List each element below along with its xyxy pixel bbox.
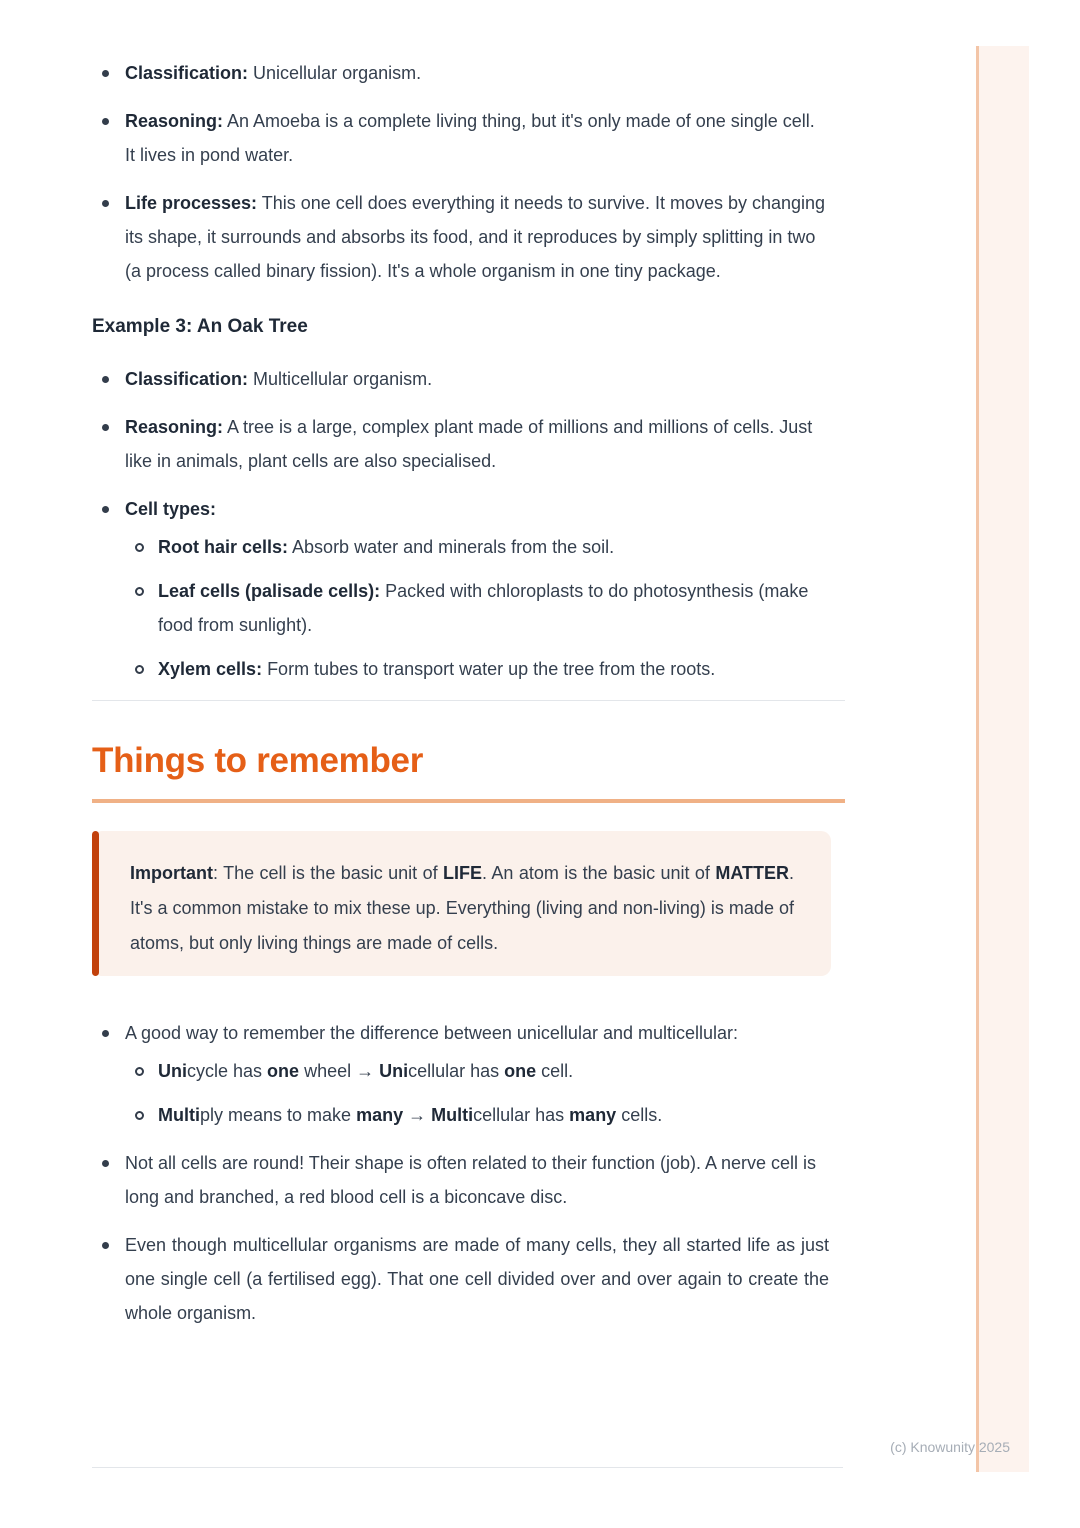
list-item-multiply-mnemonic: Multiply means to make many → Multicellular has many cells.	[158, 1098, 829, 1132]
list-item-cell-shape-note: Not all cells are round! Their shape is often related to their function (job). A nerve cell is long and branched, a red blood cell is a biconcave disc.	[125, 1146, 829, 1214]
page-content	[92, 0, 845, 1330]
list-item-root-hair-cells: Root hair cells: Absorb water and minerals from the soil.	[158, 530, 829, 564]
example-3-heading: Example 3: An Oak Tree	[92, 316, 308, 337]
list-item-classification: Classification: Multicellular organism.	[125, 362, 829, 396]
list-item-single-cell-origin-note: Even though multicellular organisms are made of many cells, they all started life as just one single cell (a fertilised egg). That one cell divided over and over again to create the whole organism.	[125, 1228, 829, 1330]
footer-credit: (c) Knowunity 2025	[890, 1439, 1010, 1455]
bottom-divider	[92, 1467, 843, 1468]
mnemonic-intro-text: A good way to remember the difference between unicellular and multicellular:	[125, 1023, 739, 1043]
mnemonic-sublist	[125, 1054, 829, 1132]
list-item-reasoning: Reasoning: An Amoeba is a complete living thing, but it's only made of one single cell. It lives in pond water.	[125, 104, 829, 172]
oak-example-list	[92, 362, 845, 686]
list-item-leaf-cells: Leaf cells (palisade cells): Packed with chloroplasts to do photosynthesis (make food from sunlight).	[158, 574, 829, 642]
things-to-remember-heading: Things to remember	[92, 741, 845, 803]
cell-types-label: Cell types:	[125, 499, 217, 519]
page-margin-stripe	[976, 46, 1029, 1472]
list-item-unicycle-mnemonic: Unicycle has one wheel → Unicellular has one cell.	[158, 1054, 829, 1088]
list-item-cell-types	[125, 492, 829, 686]
important-callout	[92, 831, 831, 976]
section-divider	[92, 700, 845, 701]
callout-accent-bar	[92, 831, 99, 976]
list-item-xylem-cells: Xylem cells: Form tubes to transport water up the tree from the roots.	[158, 652, 829, 686]
list-item-classification: Classification: Unicellular organism.	[125, 56, 829, 90]
cell-types-sublist	[125, 530, 829, 686]
list-item-reasoning: Reasoning: A tree is a large, complex plant made of millions and millions of cells. Just like in animals, plant cells are also specialised.	[125, 410, 829, 478]
list-item-life-processes: Life processes: This one cell does everything it needs to survive. It moves by changing its shape, it surrounds and absorbs its food, and it reproduces by simply splitting in two (a process called binary fission). It's a whole organism in one tiny package.	[125, 186, 829, 288]
callout-text: Important: The cell is the basic unit of LIFE. An atom is the basic unit of MATTER. It's a common mistake to mix these up. Everything (living and non-living) is made of atoms, but only living things are made of cells.	[130, 863, 794, 953]
amoeba-example-list	[92, 56, 845, 288]
list-item-mnemonic-intro	[125, 1016, 829, 1132]
remember-list	[92, 1016, 845, 1330]
